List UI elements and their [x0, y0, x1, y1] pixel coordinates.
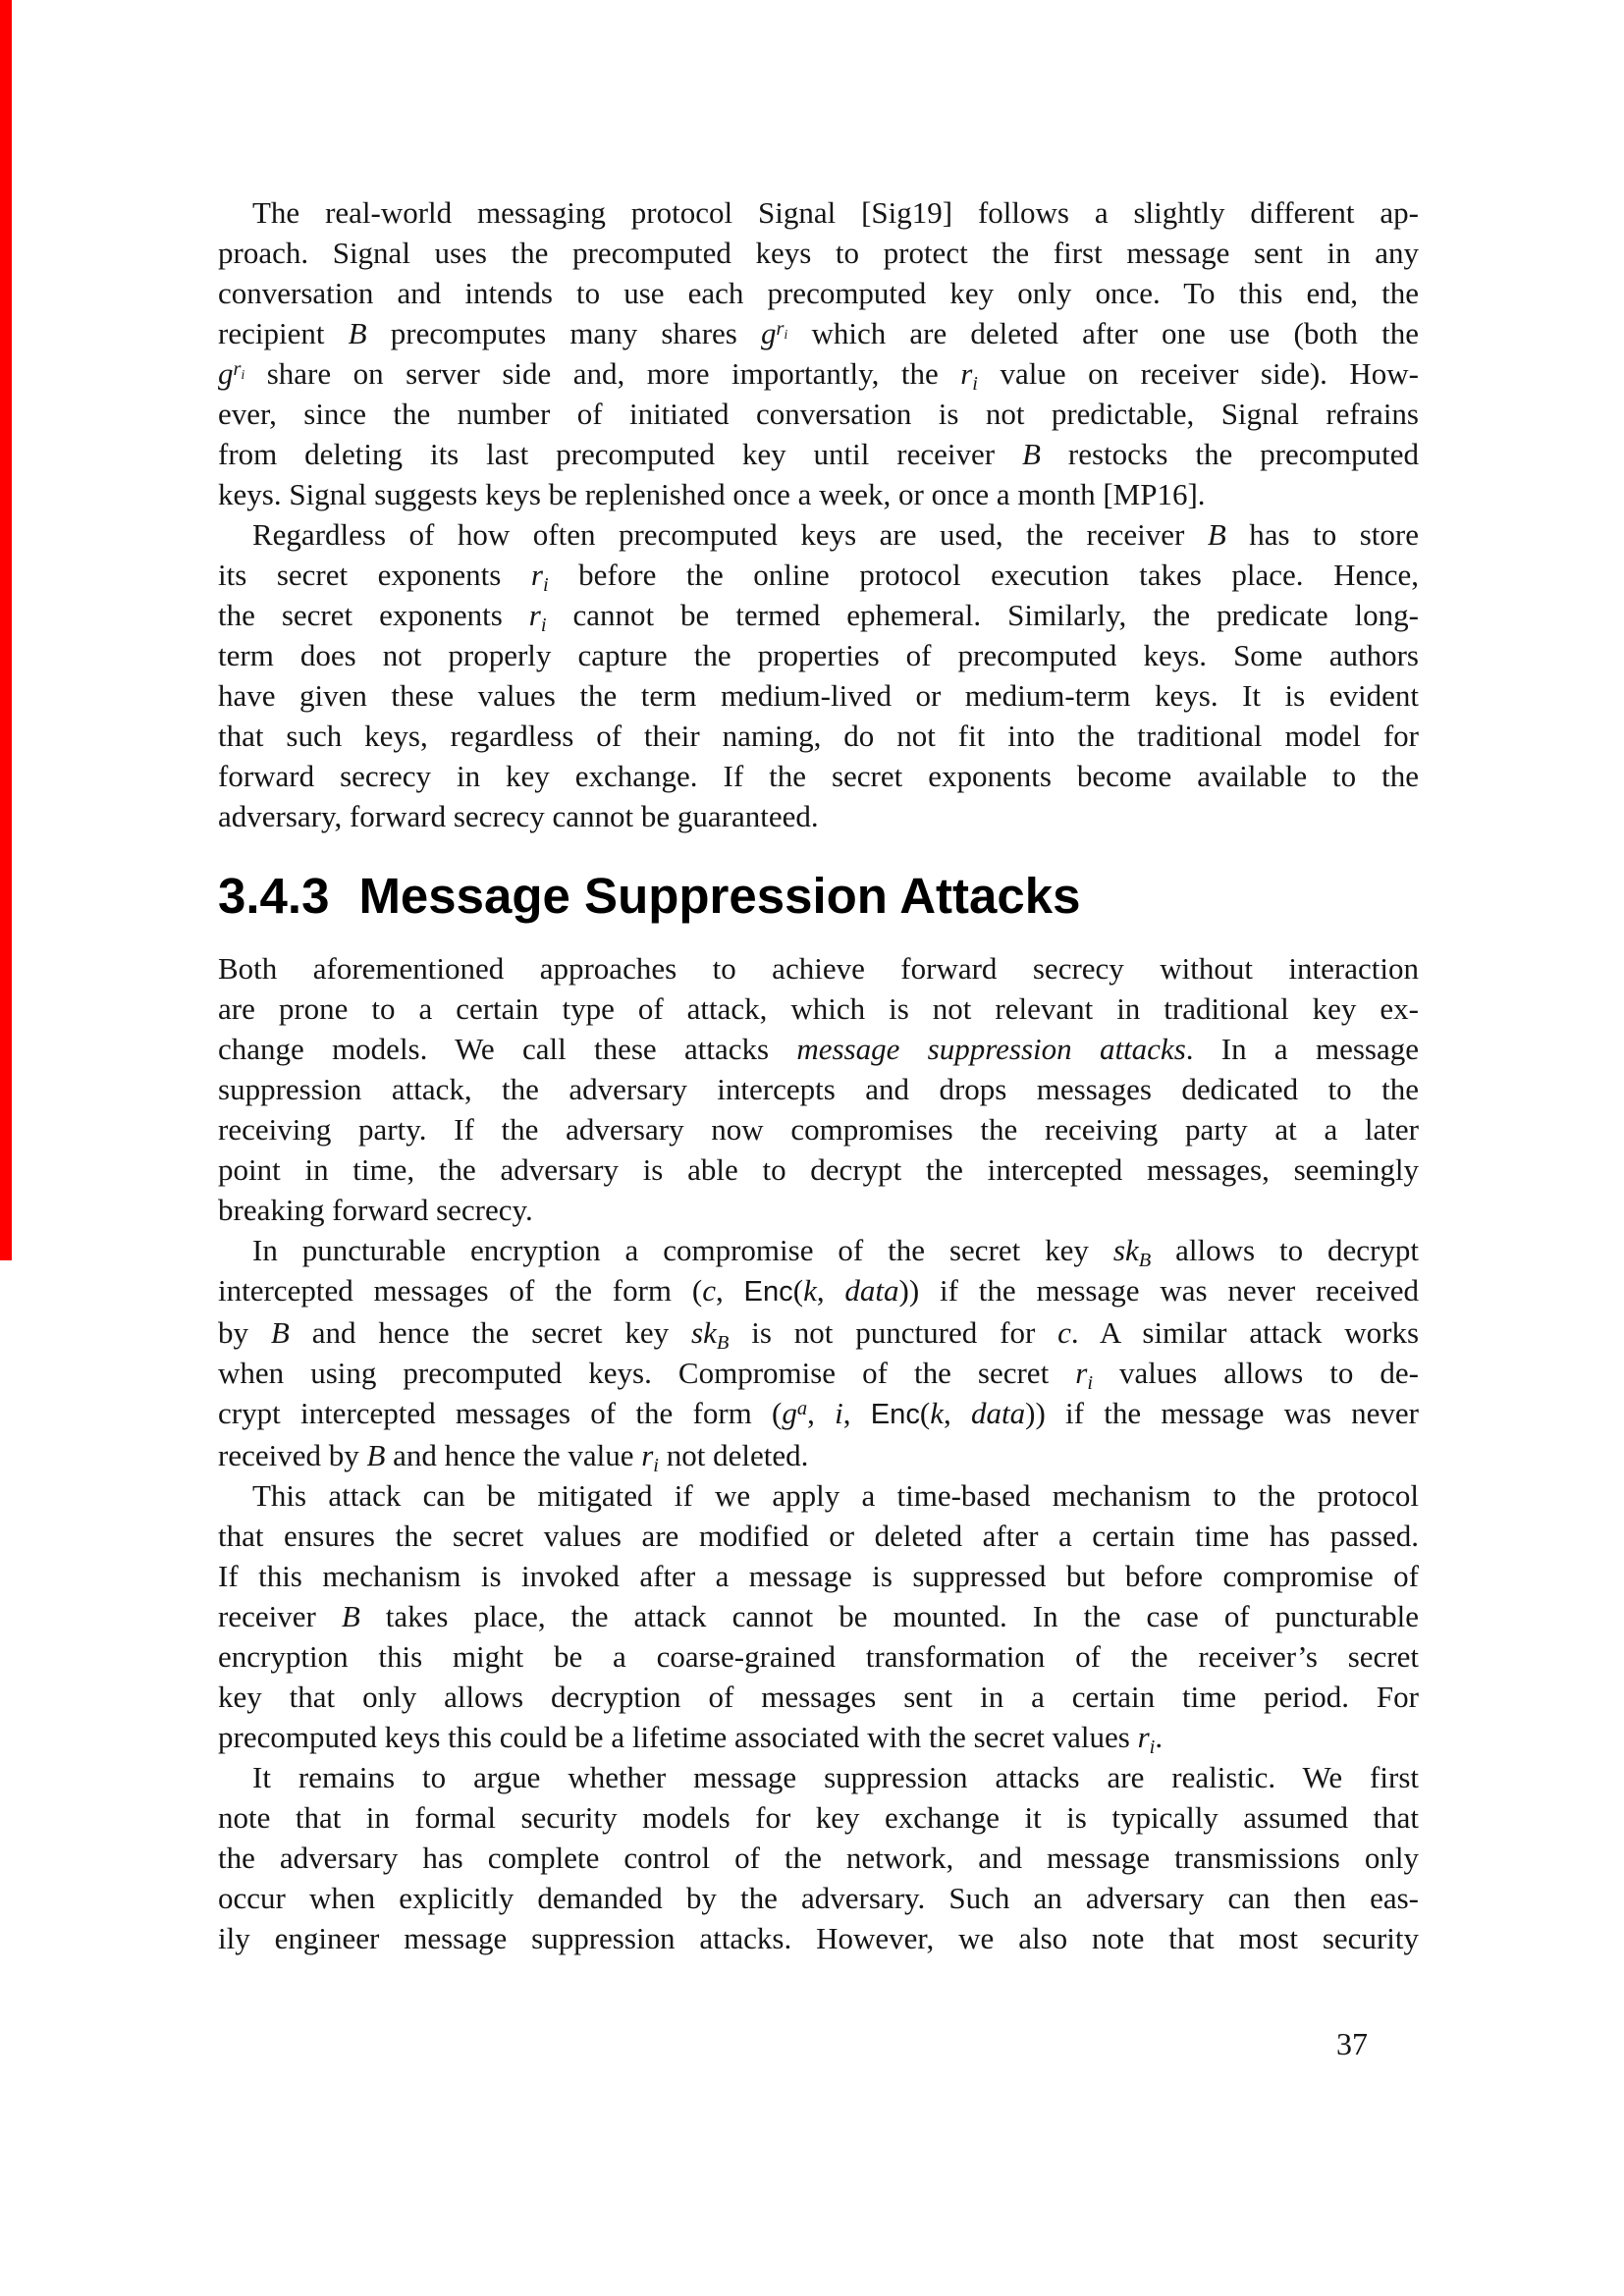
styled-text: g [218, 356, 234, 391]
text-line: receiver B takes place, the attack cannot be mounted. In the case of puncturable [218, 1599, 1420, 1633]
styled-text [717, 1332, 729, 1354]
text-line: when using precomputed keys. Compromise of the secret ri values allows to de- [218, 1356, 1420, 1394]
text-line: $g^{r_i}$ share on server side and, more importantly, the ri value on receiver side). How- [218, 356, 1419, 395]
styled-text: B [716, 1331, 730, 1354]
styled-text [972, 373, 978, 395]
styled-text: k [930, 1396, 944, 1430]
page-number: 37 [1336, 2026, 1368, 2061]
styled-text: i [972, 372, 978, 395]
text-line: ily engineer message suppression attacks. However, we also note that most security [218, 1921, 1419, 1955]
styled-text [1087, 1372, 1093, 1394]
styled-text: a [796, 1397, 808, 1419]
paragraph [218, 514, 1419, 836]
body-text [218, 192, 1419, 1958]
text-line: breaking forward secrecy. [218, 1193, 533, 1227]
styled-text: i [784, 327, 788, 343]
text-line: proach. Signal uses the precomputed keys to protect the first message sent in any [218, 236, 1419, 270]
styled-text: r [641, 1438, 654, 1472]
text-line: If this mechanism is invoked after a message is suppressed but before compromise of [218, 1559, 1419, 1593]
styled-text: k [803, 1273, 817, 1308]
text-line: conversation and intends to use each precomputed key only once. To this end, the [218, 276, 1419, 310]
text-line: the secret exponents ri cannot be termed ephemeral. Similarly, the predicate long- [218, 598, 1419, 636]
text-line: change models. We call these attacks message suppression attacks. In a message [218, 1032, 1420, 1066]
styled-text: data [844, 1273, 899, 1308]
text-line: adversary, forward secrecy cannot be guaranteed. [218, 799, 819, 833]
text-line: Regardless of how often precomputed keys are used, the receiver B has to store [252, 517, 1419, 552]
section-heading [218, 866, 1419, 927]
paragraph [218, 1475, 1419, 1757]
paragraphs-after-heading [218, 948, 1419, 1958]
text-line: suppression attack, the adversary intercepts and drops messages dedicated to the [218, 1072, 1419, 1106]
styled-text: r [233, 357, 242, 380]
text-line: This attack can be mitigated if we apply a time-based mechanism to the protocol [252, 1478, 1419, 1513]
text-line: from deleting its last precomputed key until receiver B restocks the precomputed [218, 437, 1420, 471]
text-line: Both aforementioned approaches to achieve forward secrecy without interaction [218, 951, 1419, 986]
paragraph [218, 948, 1419, 1230]
styled-text [1139, 1250, 1151, 1271]
text-line: the adversary has complete control of the network, and message transmissions only [218, 1841, 1419, 1875]
text-line: point in time, the adversary is able to decrypt the intercepted messages, seemingly [218, 1152, 1419, 1187]
styled-text: i [1087, 1371, 1093, 1394]
styled-text: i [835, 1396, 843, 1430]
styled-text [541, 614, 547, 636]
styled-text: r [960, 356, 973, 391]
styled-text: sk [1112, 1233, 1139, 1267]
styled-text: c [1057, 1315, 1071, 1350]
styled-text: B [1022, 437, 1041, 471]
text-line: intercepted messages of the form (c, Enc(k, data)) if the message was never received [218, 1273, 1419, 1308]
styled-text [797, 1398, 807, 1419]
text-line: recipient B precomputes many shares $g^{r_i}$ which are deleted after one use (both the [218, 316, 1419, 350]
styled-text [233, 357, 245, 383]
paragraphs-before-heading [218, 192, 1419, 836]
styled-text: message suppression attacks [796, 1032, 1186, 1066]
text-line: have given these values the term medium-lived or medium-term keys. It is evident [218, 678, 1419, 713]
text-line: precomputed keys this could be a lifetime associated with the secret values ri. [218, 1720, 1164, 1758]
sans-math-token: Enc [870, 1399, 920, 1430]
text-line: are prone to a certain type of attack, which is not relevant in traditional key ex- [218, 991, 1419, 1026]
text-line: key that only allows decryption of messages sent in a certain time period. For [218, 1680, 1419, 1714]
text-line: note that in formal security models for key exchange it is typically assumed that [218, 1800, 1419, 1835]
styled-text: sk [691, 1315, 717, 1350]
text-line: The real-world messaging protocol Signal [Sig19] follows a slightly different ap- [252, 195, 1419, 230]
text-line: by B and hence the secret key skB is not punctured for c. A similar attack works [218, 1315, 1420, 1354]
text-line: that such keys, regardless of their naming, do not fit into the traditional model for [218, 719, 1419, 753]
heading-number: 3.4.3 [218, 868, 330, 924]
text-line: In puncturable encryption a compromise of the secret key skB allows to decrypt [252, 1233, 1419, 1271]
styled-text [1150, 1736, 1156, 1758]
styled-text: r [1137, 1720, 1150, 1754]
styled-text [776, 317, 788, 343]
styled-text: c [702, 1273, 716, 1308]
styled-text: r [530, 558, 543, 592]
text-line: It remains to argue whether message suppression attacks are realistic. We first [252, 1760, 1419, 1794]
styled-text: r [776, 317, 785, 340]
text-line: received by B and hence the value ri not deleted. [218, 1438, 809, 1476]
styled-text: i [540, 614, 547, 636]
text-line: encryption this might be a coarse-grained transformation of the receiver’s secret [218, 1639, 1419, 1674]
text-line: that ensures the secret values are modified or deleted after a certain time has passed. [218, 1519, 1419, 1553]
styled-text: i [542, 573, 549, 596]
styled-text: i [241, 367, 245, 383]
styled-text: data [971, 1396, 1026, 1430]
paragraph [218, 1230, 1419, 1475]
styled-text: g [761, 316, 777, 350]
text-line: occur when explicitly demanded by the adversary. Such an adversary can then eas- [218, 1881, 1419, 1915]
styled-text: B [270, 1315, 290, 1350]
styled-text [653, 1455, 659, 1476]
styled-text: B [1138, 1249, 1152, 1271]
styled-text [785, 327, 788, 342]
text-line: its secret exponents ri before the online protocol execution takes place. Hence, [218, 558, 1419, 596]
styled-text: B [1207, 517, 1226, 552]
text-line: term does not properly capture the properties of precomputed keys. Some authors [218, 638, 1419, 672]
styled-text: B [366, 1438, 386, 1472]
text-line: receiving party. If the adversary now compromises the receiving party at a later [218, 1112, 1419, 1147]
styled-text: g [782, 1396, 797, 1430]
paragraph [218, 1757, 1419, 1958]
styled-text: i [653, 1454, 659, 1476]
styled-text: r [1075, 1356, 1088, 1390]
text-line: keys. Signal suggests keys be replenished once a week, or once a month [MP16]. [218, 477, 1206, 511]
paragraph [218, 192, 1419, 514]
styled-text [543, 574, 549, 596]
red-edge-bar [0, 0, 12, 1260]
styled-text [241, 367, 244, 382]
styled-text: i [1149, 1735, 1156, 1758]
heading-title: Message Suppression Attacks [358, 868, 1081, 924]
styled-text: B [348, 316, 367, 350]
sans-math-token: Enc [743, 1276, 793, 1308]
text-line: ever, since the number of initiated conversation is not predictable, Signal refrains [218, 397, 1419, 431]
styled-text: B [341, 1599, 360, 1633]
styled-text: r [528, 598, 541, 632]
text-line: forward secrecy in key exchange. If the secret exponents become available to the [218, 759, 1419, 793]
text-line: crypt intercepted messages of the form ($g^a$, i, Enc(k, data)) if the message was never [218, 1396, 1419, 1430]
